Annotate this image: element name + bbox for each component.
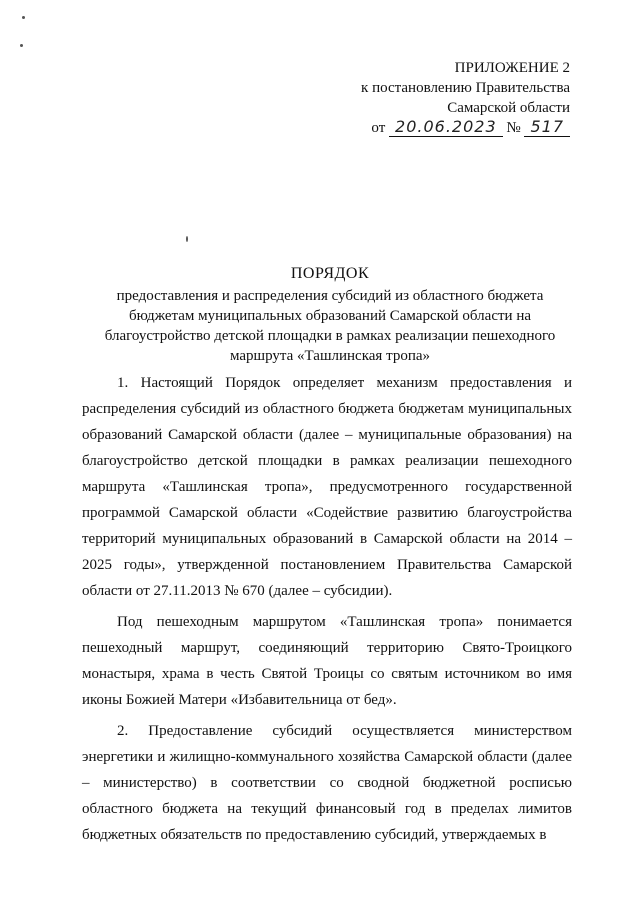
document-title: ПОРЯДОК (290, 265, 370, 282)
appendix-date-line (290, 118, 570, 138)
appendix-line-2: Самарской области (447, 100, 570, 116)
heading-line: маршрута «Ташлинская тропа» (229, 348, 431, 364)
number-prefix: № (506, 120, 521, 136)
document-heading (80, 264, 580, 366)
heading-line: предоставления и распределения субсидий из областного бюджета (116, 288, 544, 304)
paragraph-1: 1. Настоящий Порядок определяет механизм предоставления и распределения субсидий из областного бюджета бюджетам муниципальных образований Самарской области (далее – муниципальные образования) на благоустройство детской площадки в рамках реализации пешеходного маршрута «Ташлинская тропа», предусмотренного государственной программой Самарской области «Содействие развитию благоустройства территорий муниципальных образований в Самарской области на 2014 – 2025 годы», утвержденной постановлением Правительства Самарской области от 27.11.2013 № 670 (далее – субсидии). (82, 375, 572, 599)
paragraph-3: 2. Предоставление субсидий осуществляется министерством энергетики и жилищно-коммунального хозяйства Самарской области (далее – министерство) в соответствии со сводной бюджетной росписью областного бюджета на текущий финансовый год в пределах лимитов бюджетных обязательств по предоставлению субсидий, утверждаемых в (82, 723, 572, 843)
scan-speck (186, 236, 188, 242)
heading-line: бюджетам муниципальных образований Самарской области на (128, 308, 532, 324)
handwritten-date: 20.06.2023 (389, 117, 503, 137)
scan-speck (22, 16, 25, 19)
paragraph-2: Под пешеходным маршрутом «Ташлинская тропа» понимается пешеходный маршрут, соединяющий территорию Свято-Троицкого монастыря, храма в честь Святой Троицы со святым источником во имя иконы Божией Матери «Избавительница от бед». (82, 614, 572, 708)
date-prefix: от (371, 120, 386, 136)
handwritten-number: 517 (524, 117, 570, 137)
document-body (82, 370, 572, 853)
heading-line: благоустройство детской площадки в рамках реализации пешеходного (104, 328, 556, 344)
appendix-title: ПРИЛОЖЕНИЕ 2 (454, 60, 570, 76)
appendix-header (290, 58, 570, 138)
appendix-line-1: к постановлению Правительства (361, 80, 570, 96)
scan-speck (20, 44, 23, 47)
